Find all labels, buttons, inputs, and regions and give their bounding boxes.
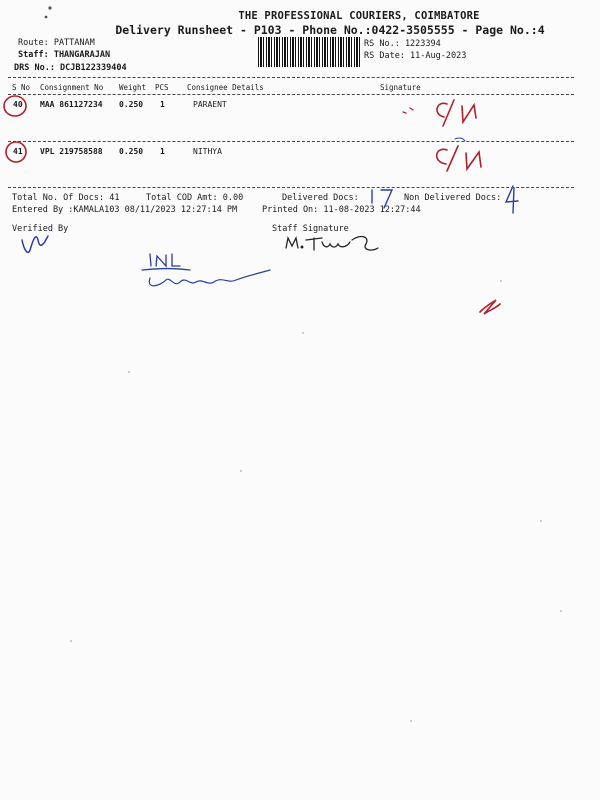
rs-number: RS No.: 1223394	[364, 39, 441, 49]
row-41-weight: 0.250	[119, 147, 144, 156]
col-header-sno: S No	[12, 83, 31, 92]
row-40-rule	[8, 141, 574, 142]
row-40-sno: 40	[13, 100, 23, 109]
total-cod: Total COD Amt: 0.00	[146, 193, 244, 203]
row-41-consignment: VPL 219758588	[40, 147, 103, 156]
row-41-sno: 41	[13, 147, 23, 156]
col-header-weight: Weight	[119, 83, 147, 92]
row-41-pcs: 1	[160, 147, 165, 156]
scan-noise	[410, 720, 412, 722]
remark-signature	[149, 270, 270, 286]
red-tick-mark	[480, 300, 500, 314]
scan-noise	[500, 280, 502, 282]
drs-number: DRS No.: DCJB122339404	[14, 63, 127, 73]
verified-by-label: Verified By	[12, 224, 69, 234]
col-header-signature: Signature	[380, 83, 421, 92]
route-label: Route: PATTANAM	[18, 38, 95, 48]
scan-noise	[70, 640, 72, 642]
non-delivered-count-handwritten	[506, 186, 518, 213]
runsheet-subtitle: Delivery Runsheet - P103 - Phone No.:0422-3505555 - Page No.:4	[115, 23, 545, 37]
scan-noise	[240, 470, 242, 472]
printed-on: Printed On: 11-08-2023 12:27:44	[262, 205, 421, 215]
staff-signature-mark	[286, 237, 378, 251]
inl-remark-mark	[142, 254, 190, 270]
row-40-consignment: MAA 861127234	[40, 100, 103, 109]
table-top-rule	[8, 77, 574, 78]
entered-by: Entered By :KAMALA103 08/11/2023 12:27:14 PM	[12, 205, 238, 215]
scan-noise	[560, 610, 562, 612]
row-40-cn-mark	[403, 100, 476, 126]
row-40-pcs: 1	[160, 100, 165, 109]
col-header-consignee: Consignee Details	[187, 83, 264, 92]
total-docs: Total No. Of Docs: 41	[12, 193, 120, 203]
staff-label: Staff: THANGARAJAN	[18, 50, 111, 60]
row-41-consignee: NITHYA	[193, 147, 222, 156]
row-40-weight: 0.250	[119, 100, 144, 109]
barcode	[258, 37, 362, 67]
staff-signature-label: Staff Signature	[272, 224, 349, 234]
delivered-docs-label: Delivered Docs:	[282, 193, 359, 203]
scan-noise	[540, 520, 542, 522]
row-41-rule	[8, 187, 574, 188]
row-41-cn-mark	[437, 138, 481, 171]
non-delivered-docs-label: Non Delivered Docs:	[404, 193, 502, 203]
table-header-rule	[8, 94, 574, 95]
scan-noise	[128, 371, 130, 373]
verified-by-signature	[22, 236, 48, 252]
col-header-pcs: PCS	[155, 83, 169, 92]
col-header-consignment: Consignment No	[40, 83, 104, 92]
company-title: THE PROFESSIONAL COURIERS, COIMBATORE	[238, 10, 480, 22]
scan-noise	[302, 332, 304, 334]
row-40-consignee: PARAENT	[193, 100, 227, 109]
rs-date: RS Date: 11-Aug-2023	[364, 51, 467, 61]
